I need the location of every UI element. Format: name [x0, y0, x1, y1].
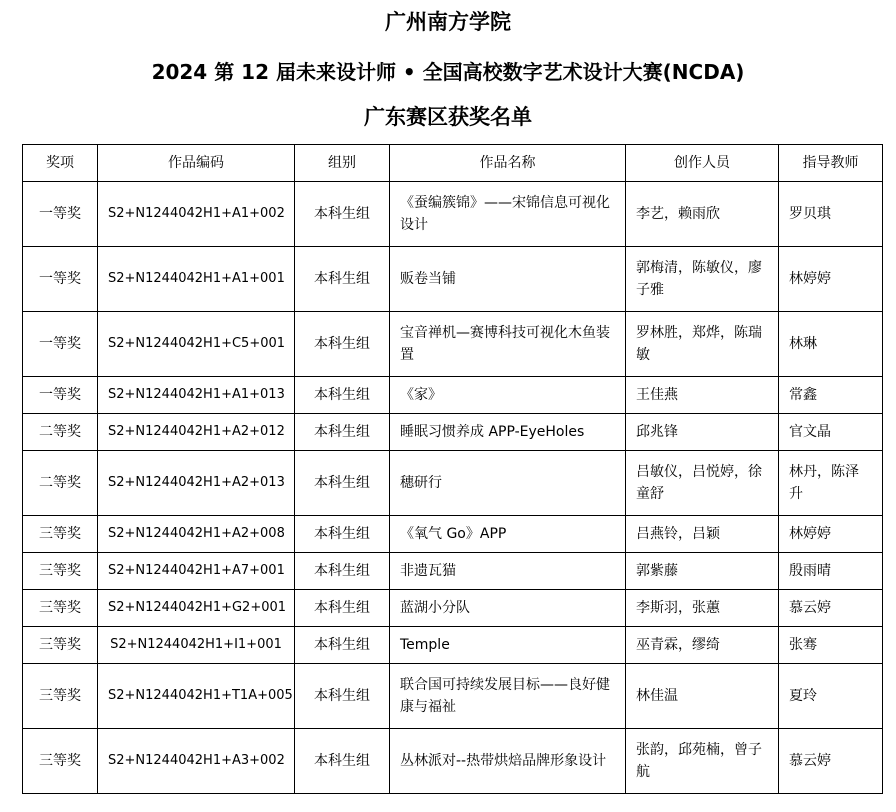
advisor-cell: 罗贝琪	[779, 182, 883, 247]
work-name-cell: 《蚕编簇锦》——宋锦信息可视化设计	[390, 182, 626, 247]
column-header-advisor: 指导教师	[779, 145, 883, 182]
code-cell: S2+N1244042H1+G2+001	[98, 590, 295, 627]
code-cell: S2+N1244042H1+A1+001	[98, 247, 295, 312]
advisor-cell: 张骞	[779, 627, 883, 664]
group-cell: 本科生组	[295, 414, 390, 451]
creators-cell: 巫青霖，缪绮	[626, 627, 779, 664]
table-row	[23, 516, 883, 553]
work-name-cell: 《氧气 Go》APP	[390, 516, 626, 553]
award-cell: 一等奖	[23, 182, 98, 247]
award-cell: 三等奖	[23, 729, 98, 794]
creators-cell: 李艺，赖雨欣	[626, 182, 779, 247]
award-cell: 一等奖	[23, 377, 98, 414]
table-header-row	[23, 145, 883, 182]
creators-cell: 罗林胜，郑烨，陈瑞敏	[626, 312, 779, 377]
advisor-cell: 殷雨晴	[779, 553, 883, 590]
group-cell: 本科生组	[295, 451, 390, 516]
creators-cell: 郭梅清，陈敏仪，廖子雅	[626, 247, 779, 312]
list-subtitle: 广东赛区获奖名单	[364, 105, 532, 129]
code-cell: S2+N1244042H1+I1+001	[98, 627, 295, 664]
award-cell: 三等奖	[23, 516, 98, 553]
code-cell: S2+N1244042H1+T1A+005	[98, 664, 295, 729]
group-cell: 本科生组	[295, 312, 390, 377]
award-cell: 三等奖	[23, 590, 98, 627]
table-row	[23, 729, 883, 794]
table-row	[23, 664, 883, 729]
work-name-cell: Temple	[390, 627, 626, 664]
award-cell: 二等奖	[23, 414, 98, 451]
award-cell: 二等奖	[23, 451, 98, 516]
group-cell: 本科生组	[295, 553, 390, 590]
table-row	[23, 553, 883, 590]
award-cell: 一等奖	[23, 312, 98, 377]
table-row	[23, 247, 883, 312]
group-cell: 本科生组	[295, 377, 390, 414]
code-cell: S2+N1244042H1+A1+013	[98, 377, 295, 414]
code-cell: S2+N1244042H1+A7+001	[98, 553, 295, 590]
work-name-cell: 《家》	[390, 377, 626, 414]
code-cell: S2+N1244042H1+A2+012	[98, 414, 295, 451]
column-header-group: 组别	[295, 145, 390, 182]
creators-cell: 林佳温	[626, 664, 779, 729]
advisor-cell: 林婷婷	[779, 516, 883, 553]
creators-cell: 王佳燕	[626, 377, 779, 414]
creators-cell: 吕燕铃，吕颖	[626, 516, 779, 553]
work-name-cell: 睡眠习惯养成 APP-EyeHoles	[390, 414, 626, 451]
advisor-cell: 夏玲	[779, 664, 883, 729]
column-header-creators: 创作人员	[626, 145, 779, 182]
advisor-cell: 林琳	[779, 312, 883, 377]
work-name-cell: 非遗瓦猫	[390, 553, 626, 590]
group-cell: 本科生组	[295, 729, 390, 794]
column-header-work-name: 作品名称	[390, 145, 626, 182]
award-cell: 三等奖	[23, 627, 98, 664]
work-name-cell: 联合国可持续发展目标——良好健康与福祉	[390, 664, 626, 729]
table-row	[23, 414, 883, 451]
group-cell: 本科生组	[295, 627, 390, 664]
group-cell: 本科生组	[295, 516, 390, 553]
institution-title: 广州南方学院	[385, 10, 511, 34]
creators-cell: 李斯羽，张蕙	[626, 590, 779, 627]
advisor-cell: 官文晶	[779, 414, 883, 451]
advisor-cell: 慕云婷	[779, 590, 883, 627]
code-cell: S2+N1244042H1+A2+008	[98, 516, 295, 553]
advisor-cell: 慕云婷	[779, 729, 883, 794]
code-cell: S2+N1244042H1+A2+013	[98, 451, 295, 516]
code-cell: S2+N1244042H1+A3+002	[98, 729, 295, 794]
advisor-cell: 常鑫	[779, 377, 883, 414]
advisor-cell: 林丹，陈泽升	[779, 451, 883, 516]
code-cell: S2+N1244042H1+C5+001	[98, 312, 295, 377]
table-row	[23, 312, 883, 377]
creators-cell: 吕敏仪，吕悦婷，徐童舒	[626, 451, 779, 516]
awards-table	[22, 144, 883, 794]
column-header-code: 作品编码	[98, 145, 295, 182]
award-cell: 一等奖	[23, 247, 98, 312]
work-name-cell: 丛林派对--热带烘焙品牌形象设计	[390, 729, 626, 794]
table-row	[23, 451, 883, 516]
work-name-cell: 宝音禅机—赛博科技可视化木鱼装置	[390, 312, 626, 377]
group-cell: 本科生组	[295, 182, 390, 247]
creators-cell: 郭紫藤	[626, 553, 779, 590]
table-row	[23, 590, 883, 627]
group-cell: 本科生组	[295, 590, 390, 627]
code-cell: S2+N1244042H1+A1+002	[98, 182, 295, 247]
award-cell: 三等奖	[23, 664, 98, 729]
creators-cell: 邱兆锋	[626, 414, 779, 451]
group-cell: 本科生组	[295, 247, 390, 312]
creators-cell: 张韵，邱苑楠，曾子航	[626, 729, 779, 794]
table-row	[23, 377, 883, 414]
advisor-cell: 林婷婷	[779, 247, 883, 312]
table-row	[23, 627, 883, 664]
competition-title: 2024 第 12 届未来设计师 • 全国高校数字艺术设计大赛(NCDA)	[151, 60, 745, 84]
work-name-cell: 贩卷当铺	[390, 247, 626, 312]
group-cell: 本科生组	[295, 664, 390, 729]
work-name-cell: 穗研行	[390, 451, 626, 516]
column-header-award: 奖项	[23, 145, 98, 182]
work-name-cell: 蓝湖小分队	[390, 590, 626, 627]
table-row	[23, 182, 883, 247]
award-cell: 三等奖	[23, 553, 98, 590]
